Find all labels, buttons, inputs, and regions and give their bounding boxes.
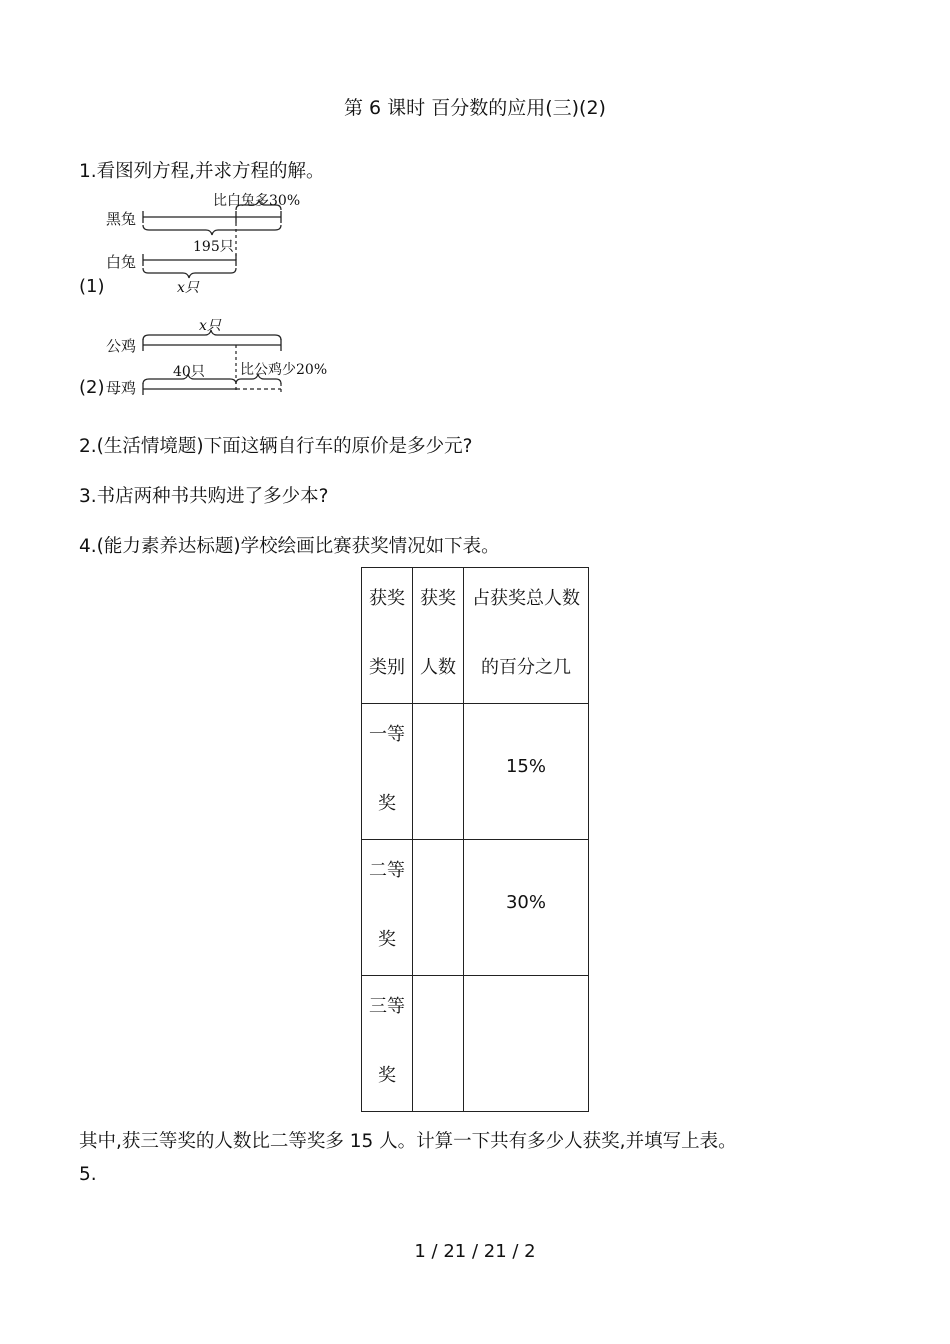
table-header-row: [362, 568, 589, 704]
total-note: 195只: [193, 239, 234, 255]
question-1-text: 1.看图列方程,并求方程的解。: [79, 161, 325, 182]
table-row: [362, 704, 589, 840]
row-count: [413, 976, 464, 1112]
white-rabbit-label: 白兔: [106, 253, 137, 271]
row-count: [413, 704, 464, 840]
row-percent: [464, 976, 589, 1112]
white-note: x只: [177, 280, 199, 296]
question-3-text: 3.书店两种书共购进了多少本?: [79, 486, 329, 507]
table-row: [362, 840, 589, 976]
header-cell-percent: 占获奖总人数 的百分之几: [464, 568, 589, 704]
rooster-note: x只: [199, 318, 221, 334]
table-row: [362, 976, 589, 1112]
row-count: [413, 840, 464, 976]
row-category: 二等 奖: [362, 840, 413, 976]
row-percent: 15%: [464, 704, 589, 840]
question-4-text: 4.(能力素养达标题)学校绘画比赛获奖情况如下表。: [79, 536, 500, 557]
question-5-text: 5.: [79, 1164, 97, 1185]
page-footer: 1 / 21 / 21 / 2: [414, 1241, 536, 1262]
sub-question-1-label: (1): [79, 276, 105, 297]
rooster-label: 公鸡: [106, 337, 137, 355]
sub-question-2-label: (2): [79, 377, 105, 398]
row-category: 一等 奖: [362, 704, 413, 840]
extra-note: 比白兔多30%: [213, 193, 301, 209]
hen-label: 母鸡: [106, 379, 137, 397]
question-2-text: 2.(生活情境题)下面这辆自行车的原价是多少元?: [79, 436, 473, 457]
question-4-note: 其中,获三等奖的人数比二等奖多 15 人。计算一下共有多少人获奖,并填写上表。: [79, 1131, 737, 1152]
row-percent: 30%: [464, 840, 589, 976]
decrease-note: 比公鸡少20%: [240, 362, 328, 378]
total-brace: [143, 225, 281, 235]
black-rabbit-label: 黑兔: [106, 210, 137, 228]
award-table: [361, 567, 589, 1112]
hen-note: 40只: [173, 364, 205, 380]
row-category: 三等 奖: [362, 976, 413, 1112]
page-title: 第 6 课时 百分数的应用(三)(2): [344, 97, 606, 119]
header-cell-count: 获奖 人数: [413, 568, 464, 704]
header-cell-category: 获奖 类别: [362, 568, 413, 704]
